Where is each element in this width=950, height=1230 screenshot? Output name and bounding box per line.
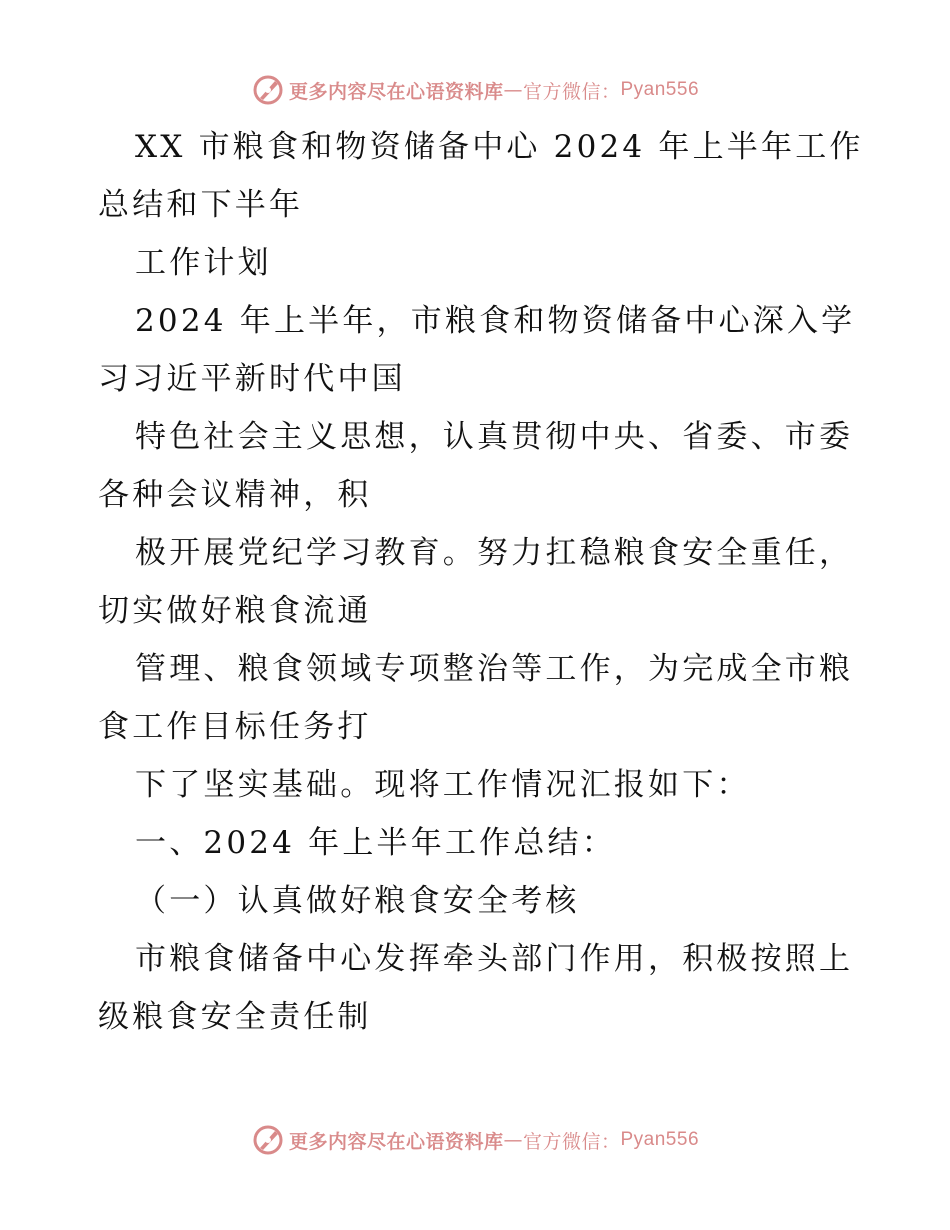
doc-line: 工作计划 <box>135 245 272 281</box>
watermark-contact-id: Pyan556 <box>620 1129 700 1150</box>
watermark-title: 更多内容尽在心语资料库 <box>288 80 504 103</box>
doc-line: 食工作目标任务打 <box>98 709 372 745</box>
doc-line: （一）认真做好粮食安全考核 <box>135 883 580 919</box>
doc-line: 极开展党纪学习教育。努力扛稳粮食安全重任， <box>135 535 854 571</box>
pen-logo-icon <box>251 1123 285 1157</box>
doc-line: 切实做好粮食流通 <box>98 593 372 629</box>
doc-line: XX 市粮食和物资储备中心 2024 年上半年工作 <box>135 129 864 165</box>
footer-watermark <box>0 1120 950 1160</box>
watermark-contact-id: Pyan556 <box>620 79 700 100</box>
watermark-title: 更多内容尽在心语资料库 <box>288 1130 504 1153</box>
doc-line: 各种会议精神，积 <box>98 477 372 513</box>
doc-line: 下了坚实基础。现将工作情况汇报如下： <box>135 767 751 803</box>
doc-line: 管理、粮食领域专项整治等工作，为完成全市粮 <box>135 651 854 687</box>
doc-line: 市粮食储备中心发挥牵头部门作用，积极按照上 <box>135 941 854 977</box>
watermark-contact-label: 官方微信： <box>522 1130 621 1153</box>
doc-line: 总结和下半年 <box>98 187 304 223</box>
watermark-dash: — <box>503 79 523 101</box>
doc-line: 一、2024 年上半年工作总结： <box>135 825 616 861</box>
pen-logo-icon <box>251 73 285 107</box>
watermark-contact-label: 官方微信： <box>522 80 621 103</box>
document-body <box>98 118 864 1046</box>
doc-line: 习习近平新时代中国 <box>98 361 406 397</box>
doc-line: 2024 年上半年，市粮食和物资储备中心深入学 <box>135 303 856 339</box>
header-watermark <box>0 70 950 110</box>
watermark-dash: — <box>503 1129 523 1151</box>
doc-line: 特色社会主义思想，认真贯彻中央、省委、市委 <box>135 419 854 455</box>
doc-line: 级粮食安全责任制 <box>98 999 372 1035</box>
